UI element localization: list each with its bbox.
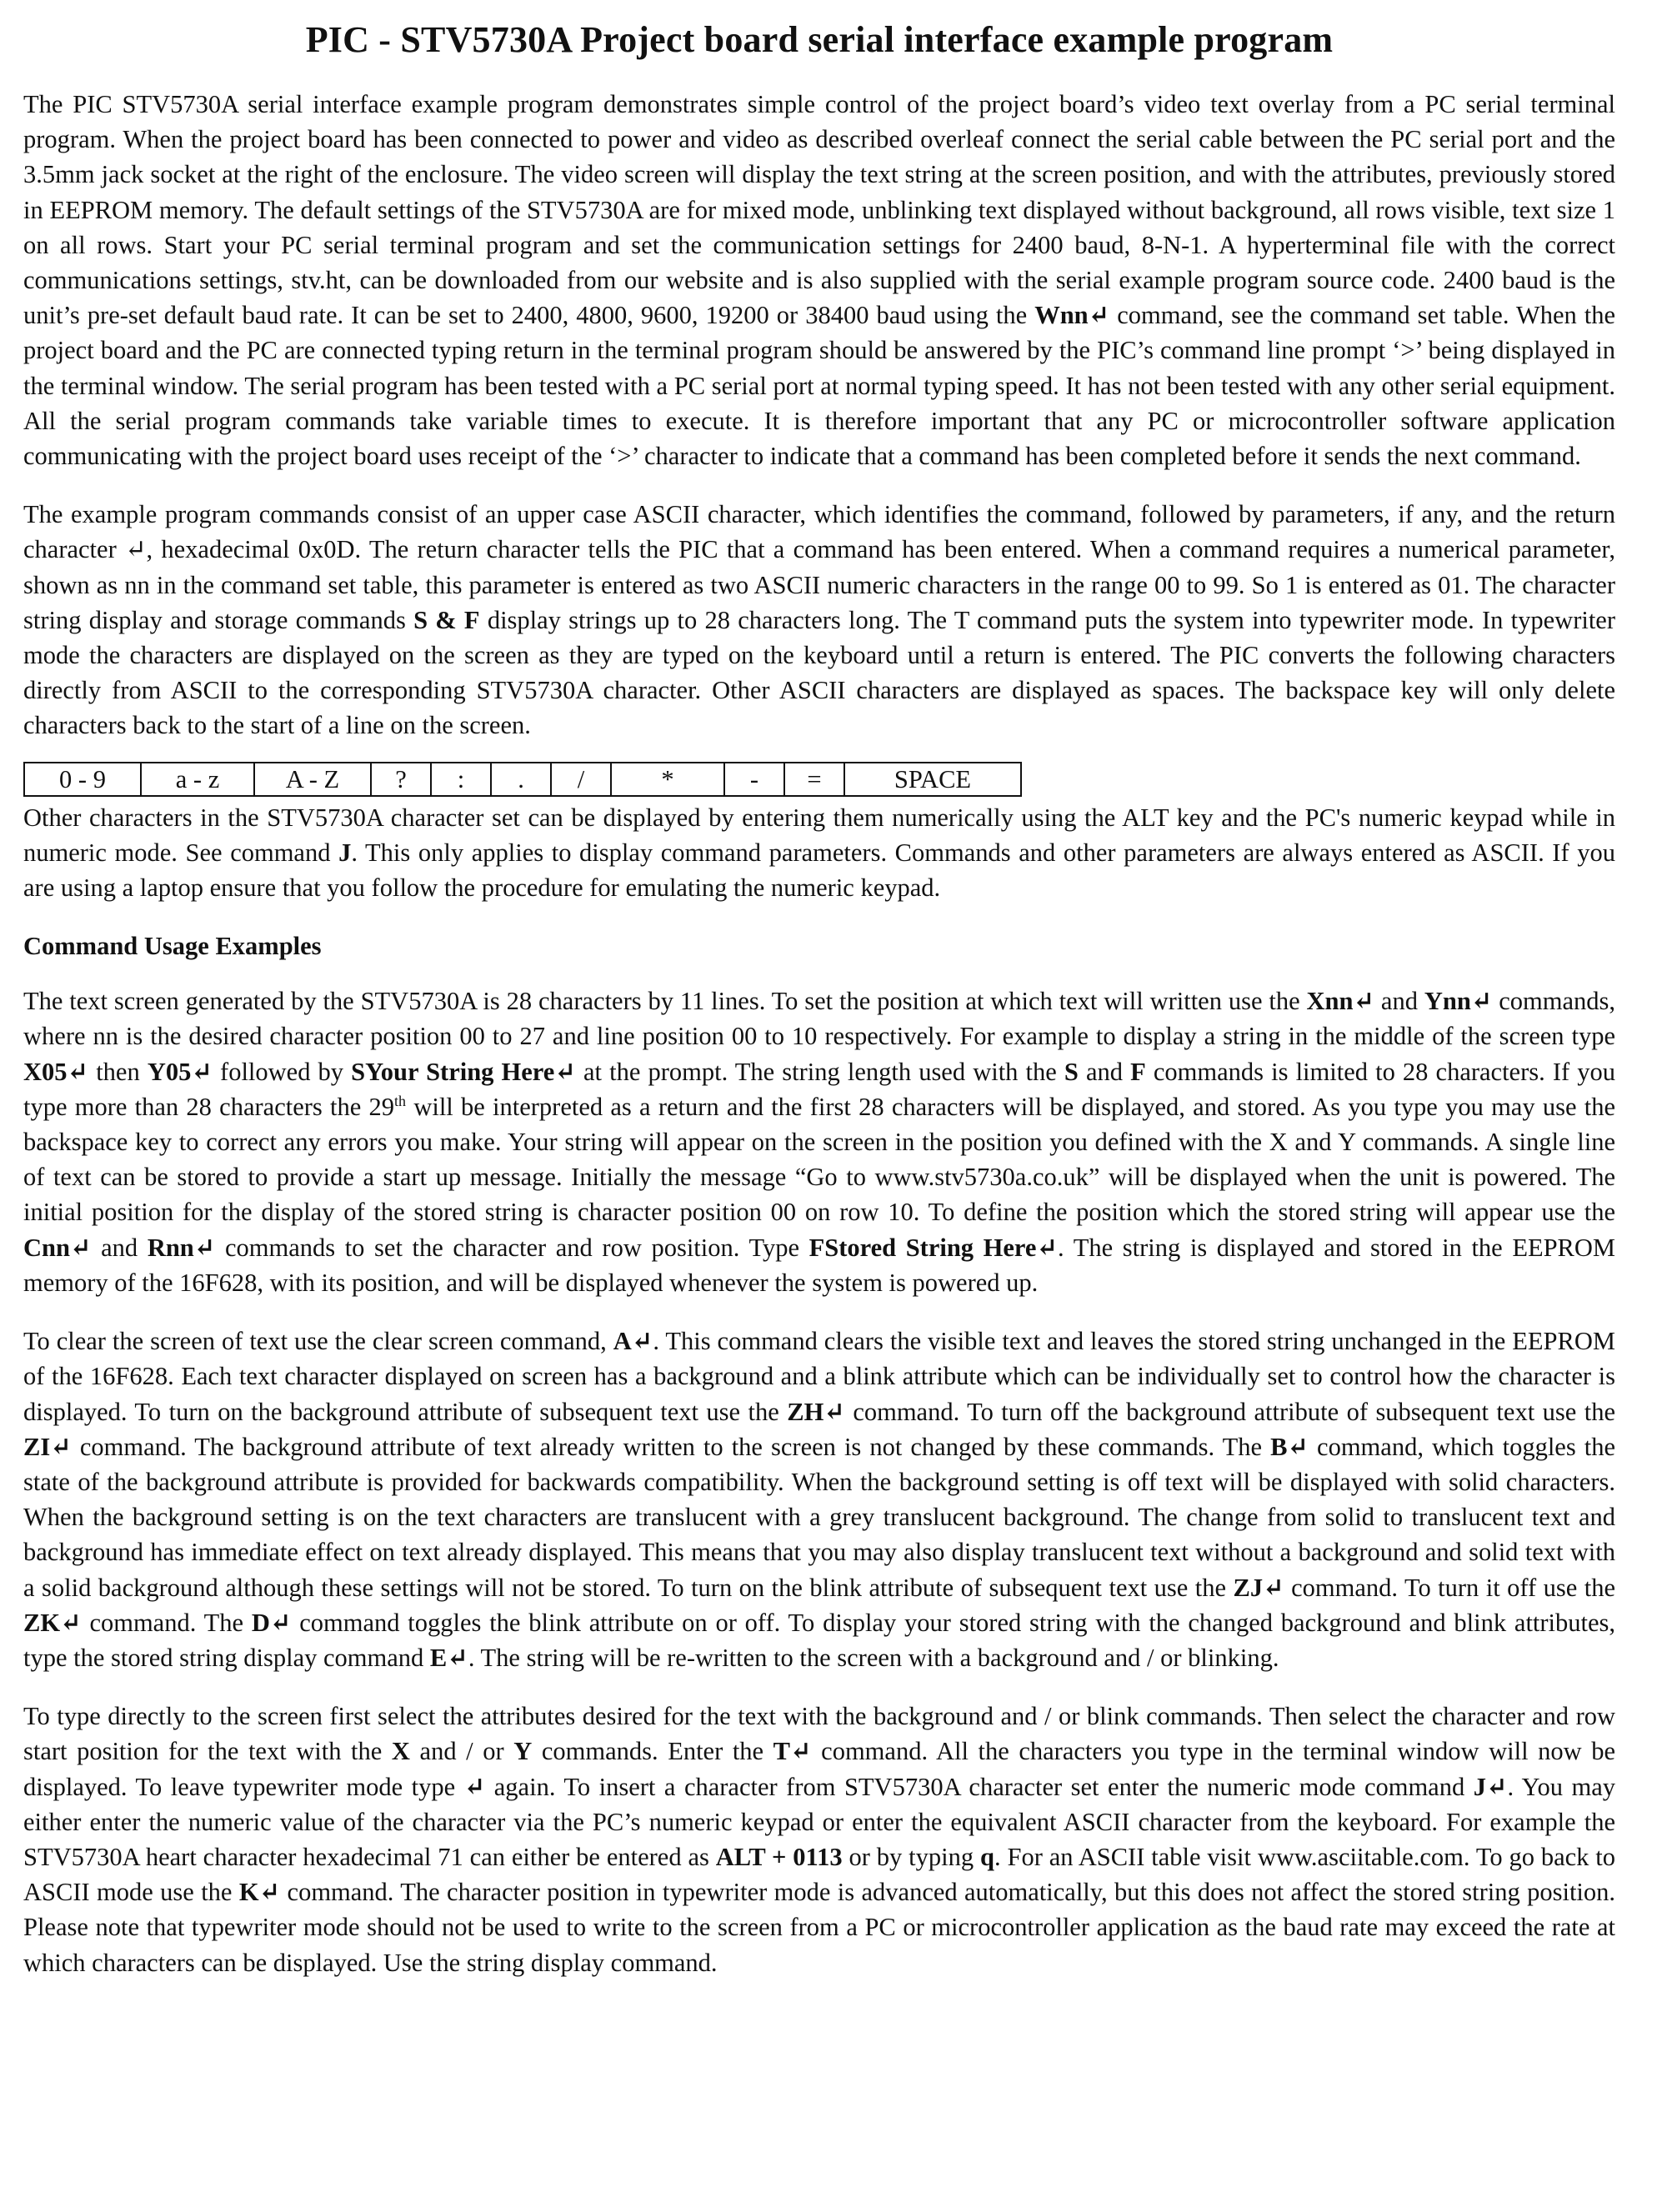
charset-cell: a - z bbox=[141, 763, 254, 796]
char-q: q bbox=[980, 1842, 994, 1871]
charset-cell: * bbox=[611, 763, 724, 796]
command-d: D↵ bbox=[251, 1608, 292, 1637]
command-j-numeric: J↵ bbox=[1473, 1772, 1508, 1801]
command-y05: Y05↵ bbox=[147, 1057, 213, 1086]
section-heading: Command Usage Examples bbox=[23, 932, 322, 961]
command-s-string: SYour String Here↵ bbox=[351, 1057, 576, 1086]
typewriter-paragraph: To type directly to the screen first select the attributes desired for the text with the background and / or blink commands. Then select the character and row start position for the text with the X and / or Y commands. Enter the T↵ command. All the characters you type in the terminal window will now be displayed. To leave typewriter mode type ↵ again. To insert a character from STV5730A character set enter the numeric mode command J↵. You may either enter the numeric value of the character via the PC’s numeric keypad or enter the equivalent ASCII character from the keyboard. For example the STV5730A heart character hexadecimal 71 can either be entered as ALT + 0113 or by typing q. For an ASCII table visit www.asciitable.com. To go back to ASCII mode use the K↵ command. The character position in typewriter mode is advanced automatically, but this does not affect the stored string position. Please note that typewriter mode should not be used to write to the screen from a PC or microcontroller application as the baud rate may exceed the rate at which characters can be displayed. Use the string display command. bbox=[23, 1702, 1616, 1977]
alt-keypad-paragraph bbox=[23, 800, 1615, 906]
format-text: The example program commands consist of an upper case ASCII character, which identifies the command, followed by parameters, if any, and the return character ↵, hexadecimal 0x0D. The return character tells the PIC that a command has been entered. When a command requires a numerical parameter, shown as nn in the command set table, this parameter is entered as two ASCII numeric characters in the range 00 to 99. So 1 is entered as 01. The character string display and storage commands bbox=[23, 500, 1615, 634]
command-e: E↵ bbox=[429, 1643, 468, 1672]
command-x: X bbox=[391, 1737, 410, 1766]
intro-paragraph bbox=[23, 87, 1615, 473]
command-zj: ZJ↵ bbox=[1233, 1573, 1284, 1602]
command-s-f: S & F bbox=[413, 605, 480, 634]
charset-cell: - bbox=[724, 763, 784, 796]
command-wnn: Wnn↵ bbox=[1034, 301, 1110, 330]
command-j: J bbox=[338, 838, 352, 867]
command-x05: X05↵ bbox=[23, 1057, 89, 1086]
charset-cell: . bbox=[491, 763, 551, 796]
ordinal-suffix: th bbox=[394, 1092, 407, 1109]
intro-text: The PIC STV5730A serial interface example program demonstrates simple control of the project board’s video text overlay from a PC serial terminal program. When the project board has been connected to power and video as described overleaf connect the serial cable between the PC serial port and the 3.5mm jack socket at the right of the enclosure. The video screen will display the text string at the screen position, and with the attributes, previously stored in EEPROM memory. The default settings of the STV5730A are for mixed mode, unblinking text displayed without background, all rows visible, text size 1 on all rows. Start your PC serial terminal program and set the communication settings for 2400 baud, 8-N-1. A hyperterminal file with the correct communications settings, stv.ht, can be downloaded from our website and is also supplied with the serial example program source code. 2400 baud is the unit’s pre-set default baud rate. It can be set to 2400, 4800, 9600, 19200 or 38400 baud using the bbox=[23, 90, 1615, 330]
alt-code: ALT + 0113 bbox=[715, 1842, 843, 1871]
alt-text-cont: . This only applies to display command parameters. Commands and other parameters are always entered as ASCII. If you are using a laptop ensure that you follow the procedure for emulating the numeric keypad. bbox=[23, 838, 1615, 903]
command-s: S bbox=[1064, 1057, 1079, 1086]
command-y: Y bbox=[513, 1737, 533, 1766]
command-ynn: Ynn↵ bbox=[1424, 987, 1493, 1016]
charset-row bbox=[24, 763, 1021, 796]
charset-cell: = bbox=[784, 763, 844, 796]
command-a: A↵ bbox=[613, 1327, 653, 1356]
charset-cell: / bbox=[551, 763, 611, 796]
charset-cell: ? bbox=[371, 763, 431, 796]
command-k: K↵ bbox=[238, 1878, 281, 1907]
intro-text-cont: command, see the command set table. When the project board and the PC are connected typing return in the terminal program should be answered by the PIC’s command line prompt ‘>’ being displayed in the terminal window. The serial program has been tested with a PC serial port at normal typing speed. It has not been tested with any other serial equipment. All the serial program commands take variable times to execute. It is therefore important that any PC or microcontroller software application communicating with the project board uses receipt of the ‘>’ character to indicate that a command has been completed before it sends the next command. bbox=[23, 301, 1616, 471]
attributes-paragraph: To clear the screen of text use the clear screen command, A↵. This command clears the visible text and leaves the stored string unchanged in the EEPROM of the 16F628. Each text character displayed on screen has a background and a blink attribute which can be individually set to control how the character is displayed. To turn on the background attribute of subsequent text use the ZH↵ command. To turn off the background attribute of subsequent text use the ZI↵ command. The background attribute of text already written to the screen is not changed by these commands. The B↵ command, which toggles the state of the background attribute is provided for backwards compatibility. When the background setting is off text will be displayed with solid characters. When the background setting is on the text characters are translucent with a grey translucent background. The change from solid to translucent text and background has immediate effect on text already displayed. This means that you may also display translucent text without a background and solid text with a solid background although these settings will not be stored. To turn on the blink attribute of subsequent text use the ZJ↵ command. To turn it off use the ZK↵ command. The D↵ command toggles the blink attribute on or off. To display your stored string with the changed background and blink attributes, type the stored string display command E↵. The string will be re-written to the screen with a background and / or blinking. bbox=[23, 1327, 1616, 1672]
command-format-paragraph bbox=[23, 497, 1615, 743]
format-text-cont: display strings up to 28 characters long. The T command puts the system into typewriter mode. In typewriter mode the characters are displayed on the screen as they are typed on the keyboard until a return is entered. The PIC converts the following characters directly from ASCII to the corresponding STV5730A character. Other ASCII characters are displayed as spaces. The backspace key will only delete characters back to the start of a line on the screen. bbox=[23, 605, 1616, 740]
command-f: F bbox=[1130, 1057, 1146, 1086]
command-f-string: FStored String Here↵ bbox=[808, 1233, 1059, 1262]
charset-table bbox=[23, 762, 1022, 797]
charset-cell: 0 - 9 bbox=[24, 763, 141, 796]
command-cnn: Cnn↵ bbox=[23, 1233, 92, 1262]
command-xnn: Xnn↵ bbox=[1306, 987, 1375, 1016]
alt-text: Other characters in the STV5730A character set can be displayed by entering them numerically using the ALT key and the PC's numeric keypad while in numeric mode. See command bbox=[23, 803, 1615, 867]
page-title: PIC - STV5730A Project board serial interface example program bbox=[305, 19, 1334, 60]
command-t: T↵ bbox=[773, 1737, 812, 1766]
command-rnn: Rnn↵ bbox=[147, 1233, 216, 1262]
charset-cell: SPACE bbox=[844, 763, 1021, 796]
command-b: B↵ bbox=[1270, 1432, 1309, 1461]
command-zh: ZH↵ bbox=[787, 1397, 845, 1426]
command-zk: ZK↵ bbox=[23, 1608, 82, 1637]
return-symbol: ↵ bbox=[463, 1772, 486, 1801]
position-paragraph: The text screen generated by the STV5730A is 28 characters by 11 lines. To set the position at which text will written use the Xnn↵ and Ynn↵ commands, where nn is the desired character position 00 to 27 and line position 00 to 10 respectively. For example to display a string in the middle of the screen type X05↵ then Y05↵ followed by SYour String Here↵ at the prompt. The string length used with the S and F commands is limited to 28 characters. If you type more than 28 characters the 29th will be interpreted as a return and the first 28 characters will be displayed, and stored. As you type you may use the backspace key to correct any errors you make. Your string will appear on the screen in the position you defined with the X and Y commands. A single line of text can be stored to provide a start up message. Initially the message “Go to www.stv5730a.co.uk” will be displayed when the unit is powered. The initial position for the display of the stored string is character position 00 on row 10. To define the position which the stored string will appear use the Cnn↵ and Rnn↵ commands to set the character and row position. Type FStored String Here↵. The string is displayed and stored in the EEPROM memory of the 16F628, with its position, and will be displayed whenever the system is powered up. bbox=[23, 987, 1616, 1297]
charset-cell: : bbox=[431, 763, 491, 796]
charset-cell: A - Z bbox=[254, 763, 371, 796]
command-zi: ZI↵ bbox=[23, 1432, 72, 1461]
